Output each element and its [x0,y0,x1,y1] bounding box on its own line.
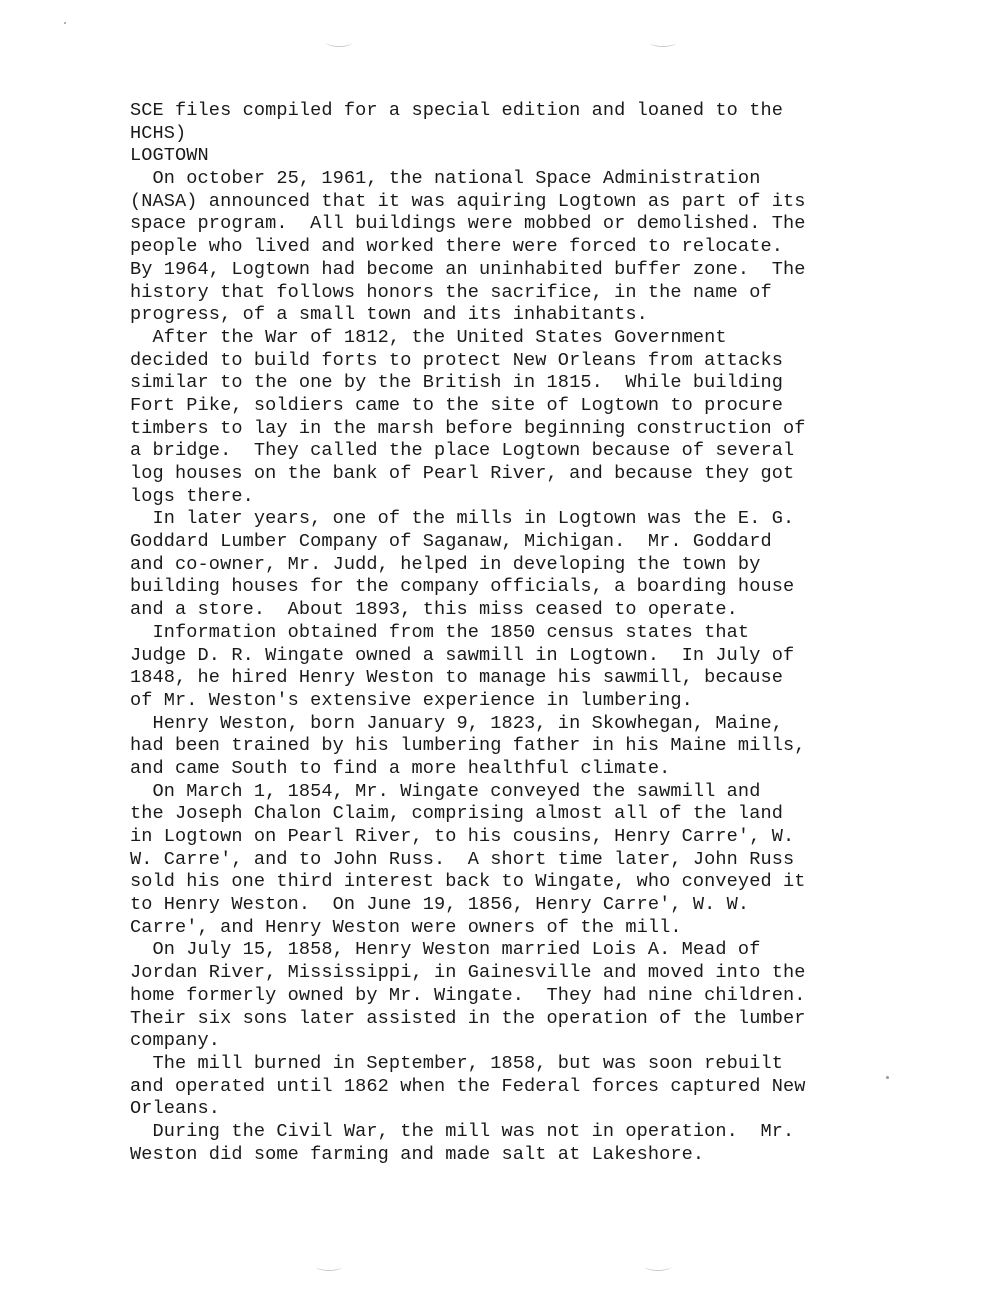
text-line: and co-owner, Mr. Judd, helped in developing the town by [130,553,761,575]
scan-mark-top-left [326,38,352,47]
text-line: company. [130,1030,221,1052]
text-line: By 1964, Logtown had become an uninhabited buffer zone. The [130,258,806,280]
text-line: During the Civil War, the mill was not in operation. Mr. [130,1120,795,1142]
text-line: After the War of 1812, the United States Government [130,326,727,348]
text-line: home formerly owned by Mr. Wingate. They had nine children. [130,984,806,1006]
text-line: decided to build forts to protect New Orleans from attacks [130,349,783,371]
document-body [130,100,870,1166]
text-line: Weston did some farming and made salt at Lakeshore. [130,1143,705,1165]
text-line: space program. All buildings were mobbed or demolished. The [130,213,806,235]
document-title: LOGTOWN [130,145,209,167]
text-line: On March 1, 1854, Mr. Wingate conveyed the sawmill and [130,780,761,802]
text-line: The mill burned in September, 1858, but was soon rebuilt [130,1052,783,1074]
text-line: history that follows honors the sacrifice, in the name of [130,281,772,303]
text-line: Jordan River, Mississippi, in Gainesville and moved into the [130,962,806,984]
text-line: SCE files compiled for a special edition and loaned to the [130,100,783,121]
text-line: progress, of a small town and its inhabitants. [130,304,648,326]
scan-mark-bottom-right [645,1262,671,1271]
text-line: similar to the one by the British in 1815. While building [130,372,783,394]
text-line: people who lived and worked there were forced to relocate. [130,236,783,258]
text-line: Carre', and Henry Weston were owners of the mill. [130,916,682,938]
text-line: Fort Pike, soldiers came to the site of Logtown to procure [130,394,783,416]
text-line: a bridge. They called the place Logtown because of several [130,440,795,462]
text-line: Information obtained from the 1850 census states that [130,621,750,643]
text-line: building houses for the company officials, a boarding house [130,576,795,598]
text-line: log houses on the bank of Pearl River, and because they got [130,463,795,484]
text-line: On July 15, 1858, Henry Weston married Lois A. Mead of [130,939,761,961]
scan-speck [886,1076,889,1079]
text-line: W. Carre', and to John Russ. A short time later, John Russ [130,848,795,870]
scan-mark-bottom-left [316,1262,342,1271]
text-line: Henry Weston, born January 9, 1823, in Skowhegan, Maine, [130,712,783,734]
text-line: of Mr. Weston's extensive experience in lumbering. [130,689,693,711]
text-line: 1848, he hired Henry Weston to manage his sawmill, because [130,667,783,689]
text-line: Orleans. [130,1098,221,1120]
scan-speck [64,22,66,24]
text-line: timbers to lay in the marsh before beginning construction of [130,417,806,439]
text-line: to Henry Weston. On June 19, 1856, Henry Carre', W. W. [130,894,750,916]
text-line: in Logtown on Pearl River, to his cousins, Henry Carre', W. [130,826,795,847]
scan-mark-top-right [650,38,676,47]
text-line: In later years, one of the mills in Logtown was the E. G. [130,508,795,530]
text-line: the Joseph Chalon Claim, comprising almost all of the land [130,803,783,825]
text-line: and a store. About 1893, this miss ceased to operate. [130,599,738,621]
text-line: and came South to find a more healthful climate. [130,757,671,779]
text-line: Goddard Lumber Company of Saganaw, Michigan. Mr. Goddard [130,531,772,553]
text-line: sold his one third interest back to Wingate, who conveyed it [130,871,806,893]
text-line: (NASA) announced that it was aquiring Logtown as part of its [130,190,806,212]
text-line: had been trained by his lumbering father in his Maine mills, [130,735,806,757]
text-line: Their six sons later assisted in the operation of the lumber [130,1007,806,1029]
text-line: HCHS) [130,122,187,144]
text-line: On october 25, 1961, the national Space Administration [130,168,761,190]
text-line: Judge D. R. Wingate owned a sawmill in Logtown. In July of [130,644,795,666]
text-line: and operated until 1862 when the Federal forces captured New [130,1075,806,1097]
text-line: logs there. [130,485,254,507]
